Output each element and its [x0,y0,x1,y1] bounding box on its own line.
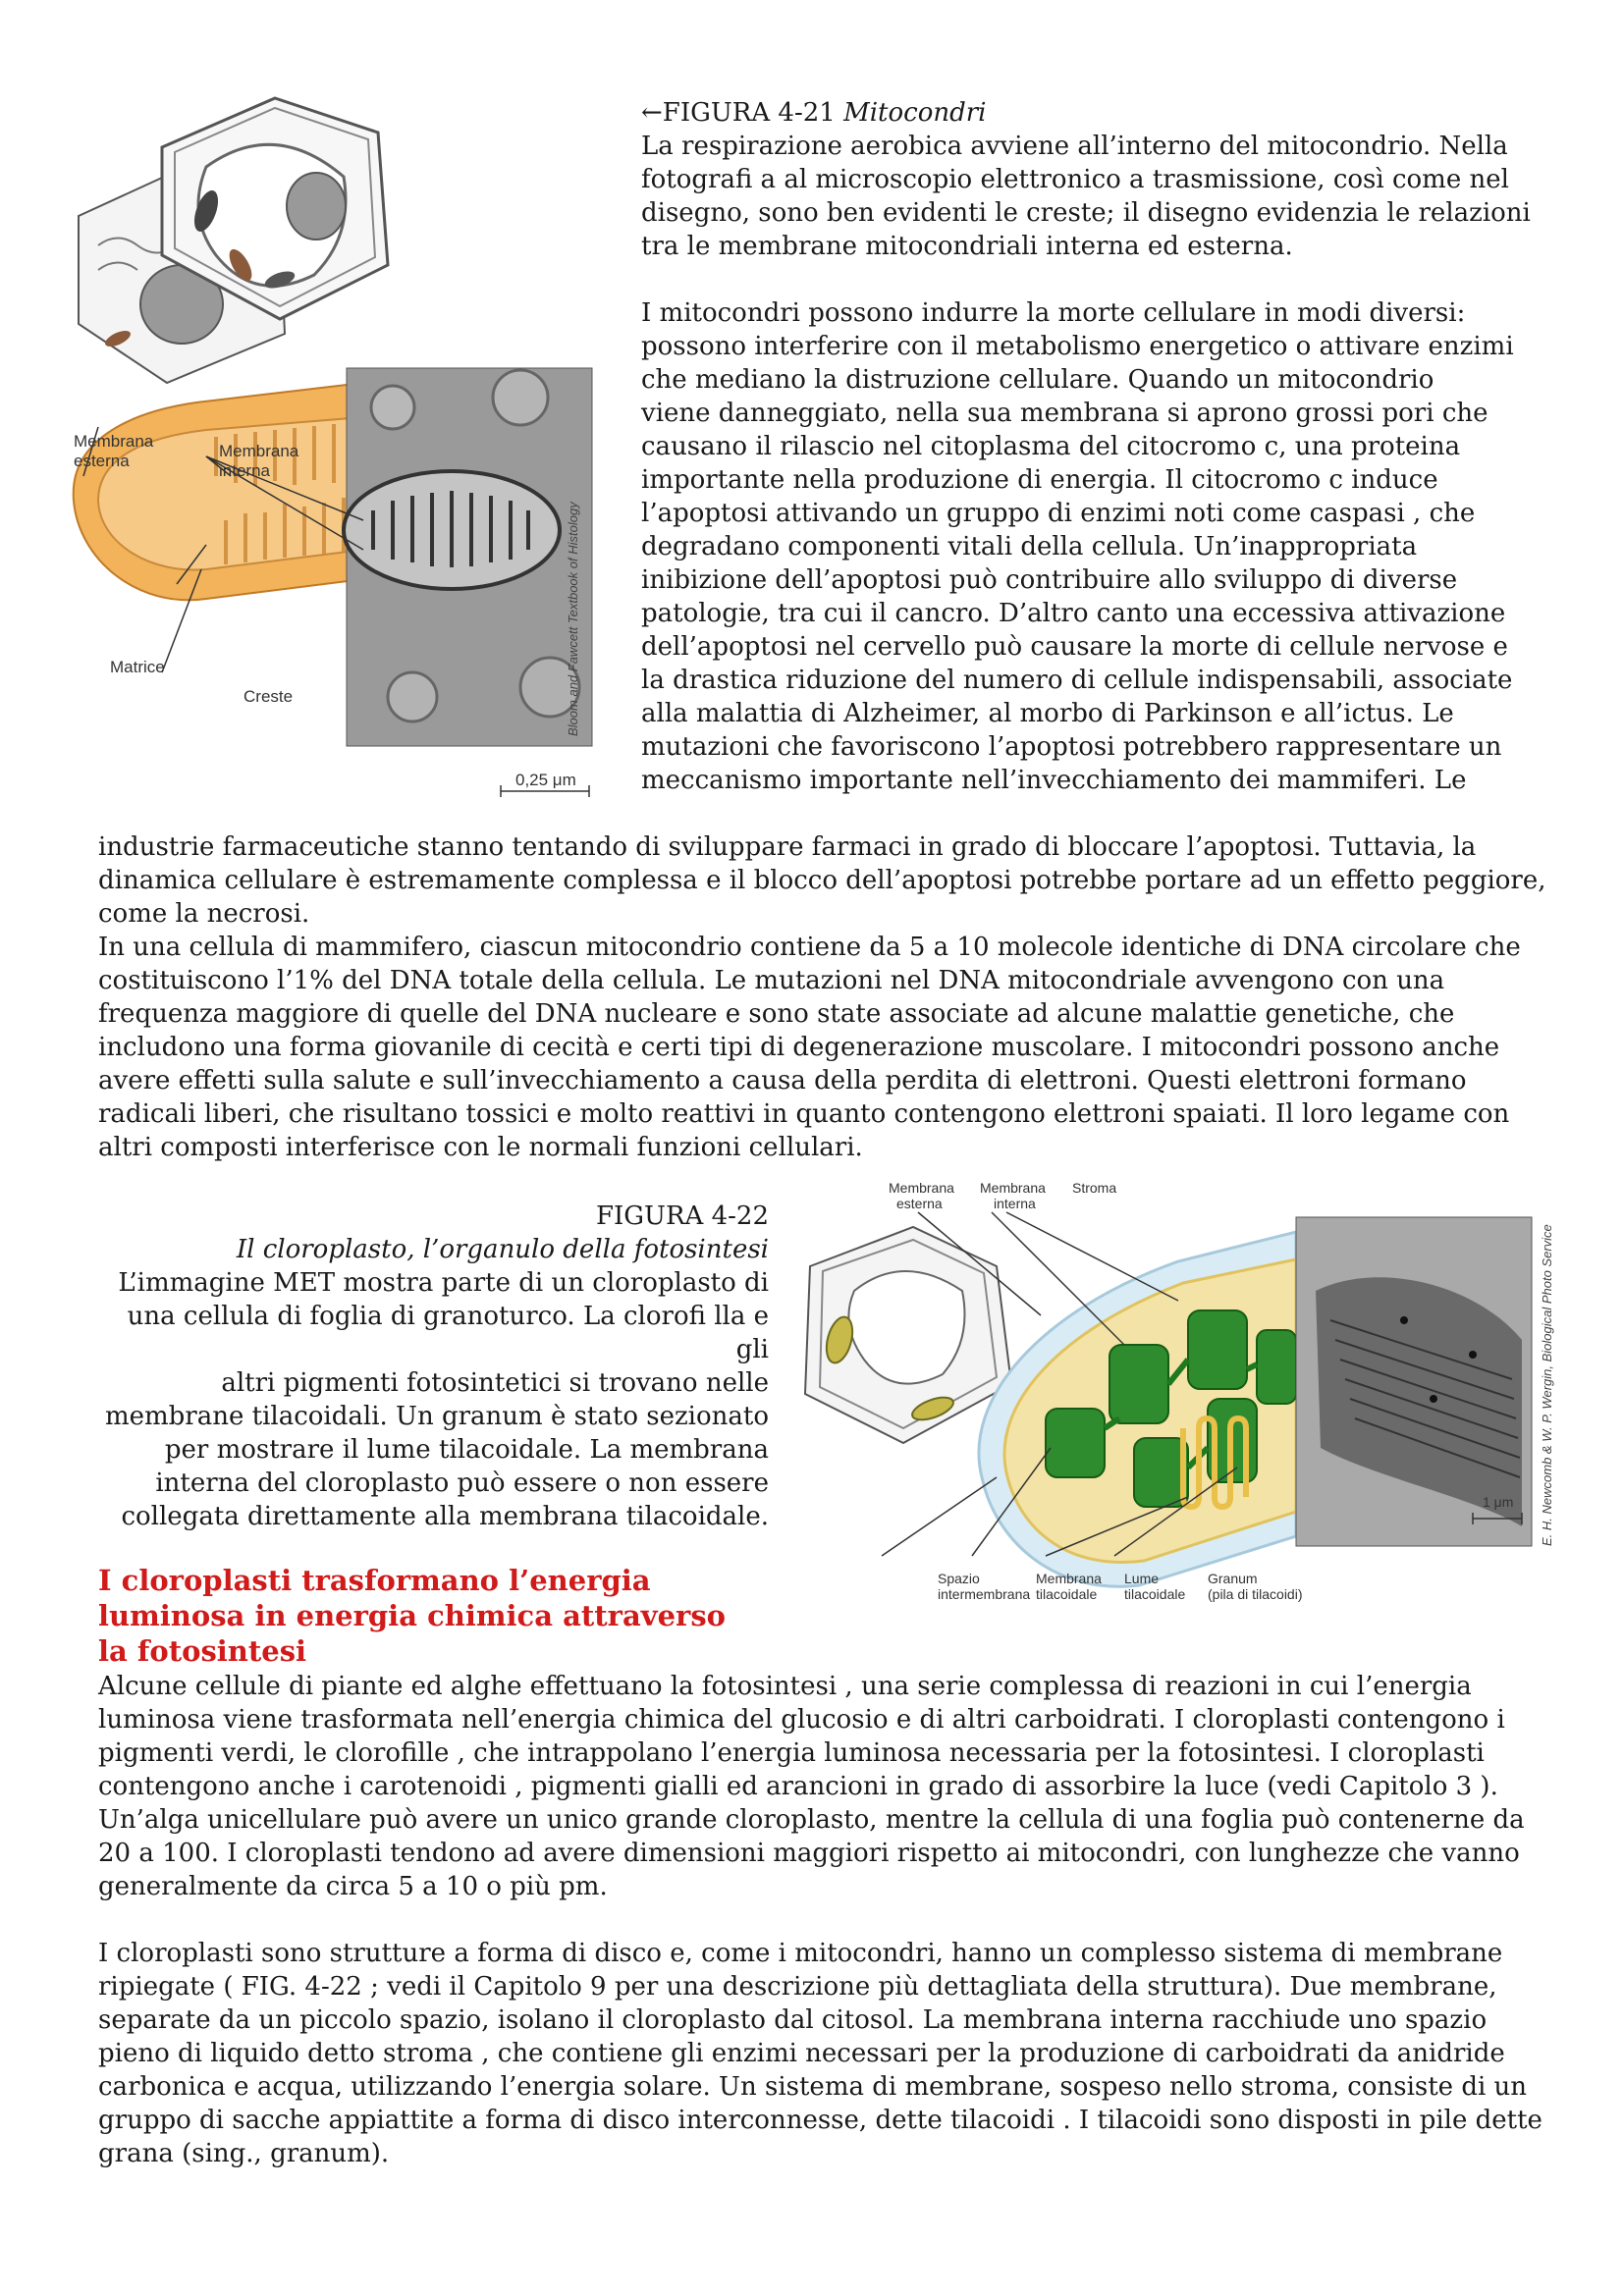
apoptosis-paragraph: I mitocondri possono indurre la morte cellulare in modi diversi: possono interferire con il metabolismo energetico o attivare enzimi che mediano la distruzione cellulare. Quando un mitocondrio viene danneggiato, nella sua membrana si aprono grossi pori che causano il rilascio nel citoplasma del citocromo c, una proteina importante nella produzione di energia. Il citocromo c induce l’apoptosi attivando un gruppo di enzimi noti come caspasi , che degradano componenti vitali della cellula. Un’inappropriata inibizione dell’apoptosi può contribuire allo sviluppo di diverse patologie, tra cui il cancro. D’altro canto una eccessiva attivazione dell’apoptosi nel cervello può causare la morte di cellule nervose e la drastica riduzione del numero di cellule indispensabili, associate alla malattia di Alzheimer, al morbo di Parkinson e all’ictus. Le mutazioni che favoriscono l’apoptosi potrebbero rappresentare un meccanismo importante nell’invecchiamento dei mammiferi. Le [641,298,1514,795]
section-heading: I cloroplasti trasformano l’energia luminosa in energia chimica attraverso la fotosintesi [98,1564,726,1668]
figure-4-22-title: Il cloroplasto, l’organulo della fotosintesi [236,1235,769,1264]
label-cristae: Creste [243,687,294,706]
label-lumen-2: tilacoidale [1124,1586,1186,1602]
label-outer-membrane-c2: esterna [896,1196,943,1211]
body-text-1 [98,830,1551,1164]
label-inner-membrane: Membrana [219,442,299,460]
label-thylakoid-membrane-2: tilacoidale [1036,1586,1098,1602]
svg-text:Matrice [110,658,165,676]
label-inner-membrane-2: interna [219,461,270,480]
chloroplast-drawing [979,1232,1296,1586]
figure-4-22-label: FIGURA 4-22 [595,1201,769,1231]
label-lumen: Lume [1124,1571,1160,1586]
label-outer-membrane: Membrana [74,432,154,451]
apoptosis-paragraph-continued: industrie farmaceutiche stanno tentando di sviluppare farmaci in grado di bloccare l’apoptosi. Tuttavia, la dinamica cellulare è estremamente complessa e il blocco dell’apoptosi potrebbe portare ad un effetto peggiore, come la necrosi. [98,832,1546,929]
label-stroma: Stroma [1072,1180,1117,1196]
tem-credit: Bloom and Fawcett Textbook of Histology [566,502,580,736]
figure-4-21-label: FIGURA 4-21 [662,98,836,128]
svg-text:(pila di tilacoidi) [1208,1586,1302,1602]
photosynthesis-paragraph: Alcune cellule di piante ed alghe effettuano la fotosintesi , una serie complessa di reazioni in cui l’energia luminosa viene trasformata nell’energia chimica del glucosio e di altri carboidrati. I cloroplasti contengono i pigmenti verdi, le clorofille , che intrappolano l’energia luminosa necessaria per la fotosintesi. I cloroplasti contengono anche i carotenoidi , pigmenti gialli ed arancioni in grado di assorbire la luce (vedi Capitolo 3 ). Un’alga unicellulare può avere un unico grande cloroplasto, mentre la cellula di una foglia può contenerne da 20 a 100. I cloroplasti tendono ad avere dimensioni maggiori rispetto ai mitocondri, con lunghezze che vanno generalmente da circa 5 a 10 o più pm. [98,1672,1525,1901]
figure-4-22-chloroplast [785,1173,1561,1615]
tem-micrograph [344,368,592,746]
label-outer-membrane-2: esterna [74,452,130,470]
svg-text:Membrana [219,442,299,460]
svg-text:Membrana [74,432,154,451]
label-intermembrane: Spazio [938,1571,980,1586]
svg-text:interna [994,1196,1036,1211]
svg-text:Granum [1208,1571,1258,1586]
svg-text:tilacoidale [1036,1586,1097,1602]
svg-text:Spazio [938,1571,980,1586]
body-text-2 [98,1670,1551,1903]
label-granum: Granum [1208,1571,1258,1586]
svg-text:Membrana [889,1180,954,1196]
plant-cell-icon-2 [805,1227,1011,1443]
chloroplast-tem [1296,1217,1554,1546]
figure-4-22-caption: FIGURA 4-22 Il cloroplasto, l’organulo della fotosintesi L’immagine MET mostra parte di un cloroplasto di una cellula di foglia di granoturco. La clorofi lla e gli altri pigmenti fotosintetici si trovano nelle membrane tilacoidali. Un granum è stato sezionato per mostrare il lume tilacoidale. La membrana interna del cloroplasto può essere o non essere collegata direttamente alla membrana tilacoidale. [98,1200,769,1533]
svg-text:Lume [1124,1571,1159,1586]
svg-text:esterna [896,1196,943,1211]
svg-text:Creste [243,687,293,706]
label-thylakoid-membrane: Membrana [1036,1571,1102,1586]
figure-4-21-title: Mitocondri [843,98,987,128]
body-text-3 [98,1937,1551,2170]
structure-paragraph: I cloroplasti sono strutture a forma di disco e, come i mitocondri, hanno un complesso sistema di membrane ripiegate ( FIG. 4-22 ; vedi il Capitolo 9 per una descrizione più dettagliata della struttura). Due membrane, separate da un piccolo spazio, isolano il cloroplasto dal citosol. La membrana interna racchiude uno spazio pieno di liquido detto stroma , che contiene gli enzimi necessari per la produzione di carboidrati da anidride carbonica e acqua, utilizzando l’energia solare. Un sistema di membrane, sospeso nello stroma, consiste di un gruppo di sacche appiattite a forma di disco interconnesse, dette tilacoidi . I tilacoidi sono disposti in pile dette grana (sing., granum). [98,1939,1542,2168]
mitochondrion-drawing [74,383,363,600]
svg-text:0,25 μm: 0,25 μm [515,771,576,789]
label-granum-2: (pila di tilacoidi) [1208,1586,1303,1602]
label-intermembrane-2: intermembrana [938,1586,1031,1602]
svg-text:intermembrana [938,1586,1030,1602]
svg-text:1 μm: 1 μm [1483,1494,1514,1510]
label-outer-membrane-c: Membrana [889,1180,954,1196]
figure-4-21-mitochondrion [59,88,609,815]
figure-4-21-caption [641,96,1540,263]
svg-text:esterna [74,452,130,470]
tem-credit-2: E. H. Newcomb & W. P. Wergin, Biological Photo Service [1540,1224,1554,1546]
dna-paragraph: In una cellula di mammifero, ciascun mitocondrio contiene da 5 a 10 molecole identiche di DNA circolare che costituiscono l’1% del DNA totale della cellula. Le mutazioni nel DNA mitocondriale avvengono con una frequenza maggiore di quelle del DNA nucleare e sono state associate ad alcune malattie genetiche, che includono una forma giovanile di cecità e certi tipi di degenerazione muscolare. I mitocondri possono anche avere effetti sulla salute e sull’invecchiamento a causa della perdita di elettroni. Questi elettroni formano radicali liberi, che risultano tossici e molto reattivi in quanto contengono elettroni spaiati. Il loro legame con altri composti interferisce con le normali funzioni cellulari. [98,933,1521,1162]
svg-text:tilacoidale [1124,1586,1185,1602]
scale-bar [501,771,589,797]
svg-text:interna [219,461,271,480]
figure-4-21-caption-text: La respirazione aerobica avviene all’interno del mitocondrio. Nella fotografi a al microscopio elettronico a trasmissione, così come nel disegno, sono ben evidenti le creste; il disegno evidenzia le relazioni tra le membrane mitocondriali interna ed esterna. [641,132,1531,261]
label-inner-membrane-c2: interna [994,1196,1036,1211]
label-inner-membrane-c: Membrana [980,1180,1046,1196]
svg-text:Membrana [980,1180,1046,1196]
svg-text:Stroma [1072,1180,1116,1196]
label-matrix: Matrice [110,658,165,676]
svg-text:Membrana [1036,1571,1102,1586]
arrow-icon: ← [641,98,663,128]
